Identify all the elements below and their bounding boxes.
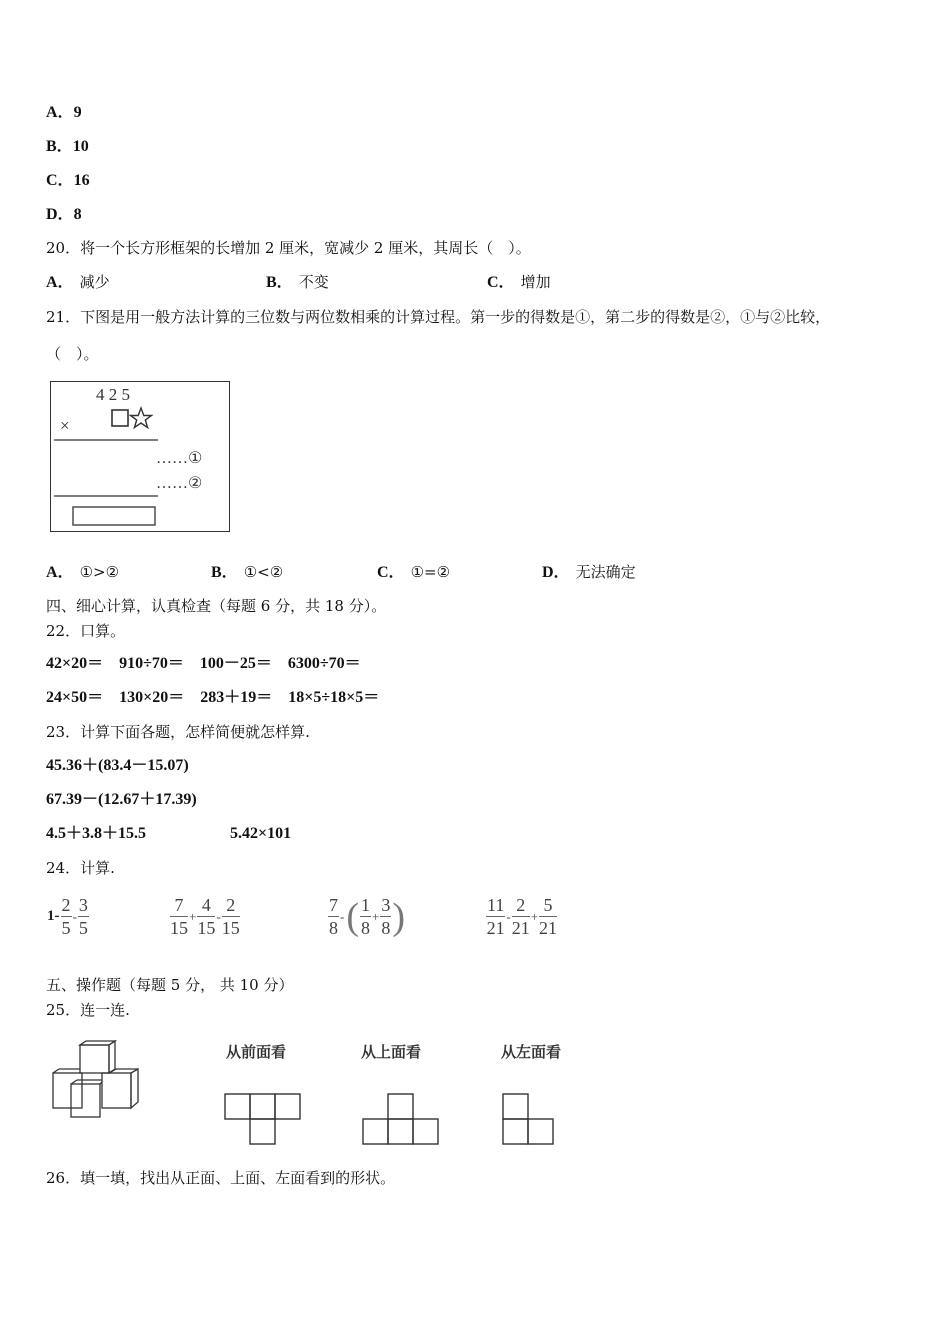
q24-stem: 24．计算.	[46, 859, 115, 877]
q21-step2-label: ……②	[156, 475, 203, 492]
q19-option-d: D．8	[46, 206, 82, 223]
q23-line3b: 5.42×101	[230, 825, 292, 842]
q22-stem: 22．口算。	[46, 622, 126, 640]
q21-option-b: B． ①<②	[211, 563, 284, 581]
q22-row2: 24×50＝ 130×20＝ 283＋19＝ 18×5÷18×5＝	[46, 689, 380, 706]
section4-heading: 四、细心计算，认真检查（每题 6 分，共 18 分）。	[46, 597, 387, 615]
q23-line1: 45.36＋(83.4－15.07)	[46, 757, 189, 774]
q20-option-b: B． 不变	[266, 273, 329, 291]
q21-option-a: A． ①>②	[46, 563, 120, 581]
view-label-left: 从左面看	[501, 1043, 562, 1061]
view-shape-t	[224, 1093, 302, 1145]
q21-multiplication-figure	[50, 381, 231, 533]
q20-option-c: C． 增加	[487, 273, 551, 291]
q24-expr-2: $\frac{7}{15}$ + $\frac{4}{15}$ - $\frac{2}{15}$	[170, 895, 240, 938]
star-icon	[131, 408, 152, 428]
q24-expr-3: $\frac{7}{8}$ -( $\frac{1}{8}$ + $\frac{3}{8}$ )	[329, 895, 405, 938]
q25-cube-stack	[50, 1040, 150, 1120]
q21-option-c: C． ①=②	[377, 563, 451, 581]
q21-step1-label: ……①	[156, 450, 203, 467]
q22-row1: 42×20＝ 910÷70＝ 100－25＝ 6300÷70＝	[46, 655, 361, 672]
q21-stem-line1: 21．下图是用一般方法计算的三位数与两位数相乘的计算过程。第一步的得数是①，第二步的得数是②，①与②比较，	[46, 308, 831, 326]
q25-stem: 25．连一连.	[46, 1001, 130, 1019]
q19-option-c: C．16	[46, 172, 90, 189]
q19-option-a: A．9	[46, 104, 82, 121]
q21-multiplicand: 4 2 5	[96, 385, 130, 404]
q20-stem: 20．将一个长方形框架的长增加 2 厘米，宽减少 2 厘米，其周长（ ）。	[46, 239, 531, 257]
view-shape-inverted-t	[362, 1093, 440, 1145]
q21-stem-line2: （ ）。	[46, 345, 99, 363]
q21-times-sign: ×	[60, 416, 70, 435]
q24-expr-4: $\frac{11}{21}$ - $\frac{2}{21}$ + $\frac{5}{21}$	[486, 895, 558, 938]
section5-heading: 五、操作题（每题 5 分， 共 10 分）	[46, 976, 294, 994]
square-icon	[112, 410, 128, 426]
q21-option-d: D． 无法确定	[542, 563, 636, 581]
q23-stem: 23．计算下面各题，怎样简便就怎样算.	[46, 723, 310, 741]
view-label-top: 从上面看	[361, 1043, 422, 1061]
q23-line3a: 4.5＋3.8＋15.5	[46, 825, 147, 842]
q20-option-a: A． 减少	[46, 273, 110, 291]
q26-stem: 26．填一填，找出从正面、上面、左面看到的形状。	[46, 1169, 396, 1187]
q24-expr-1: 1- $\frac{2}{5}$ - $\frac{3}{5}$	[47, 895, 88, 938]
q19-option-b: B．10	[46, 138, 89, 155]
q21-answer-box	[73, 507, 155, 525]
view-label-front: 从前面看	[226, 1043, 287, 1061]
view-shape-l	[502, 1093, 556, 1145]
q23-line2: 67.39－(12.67＋17.39)	[46, 791, 197, 808]
